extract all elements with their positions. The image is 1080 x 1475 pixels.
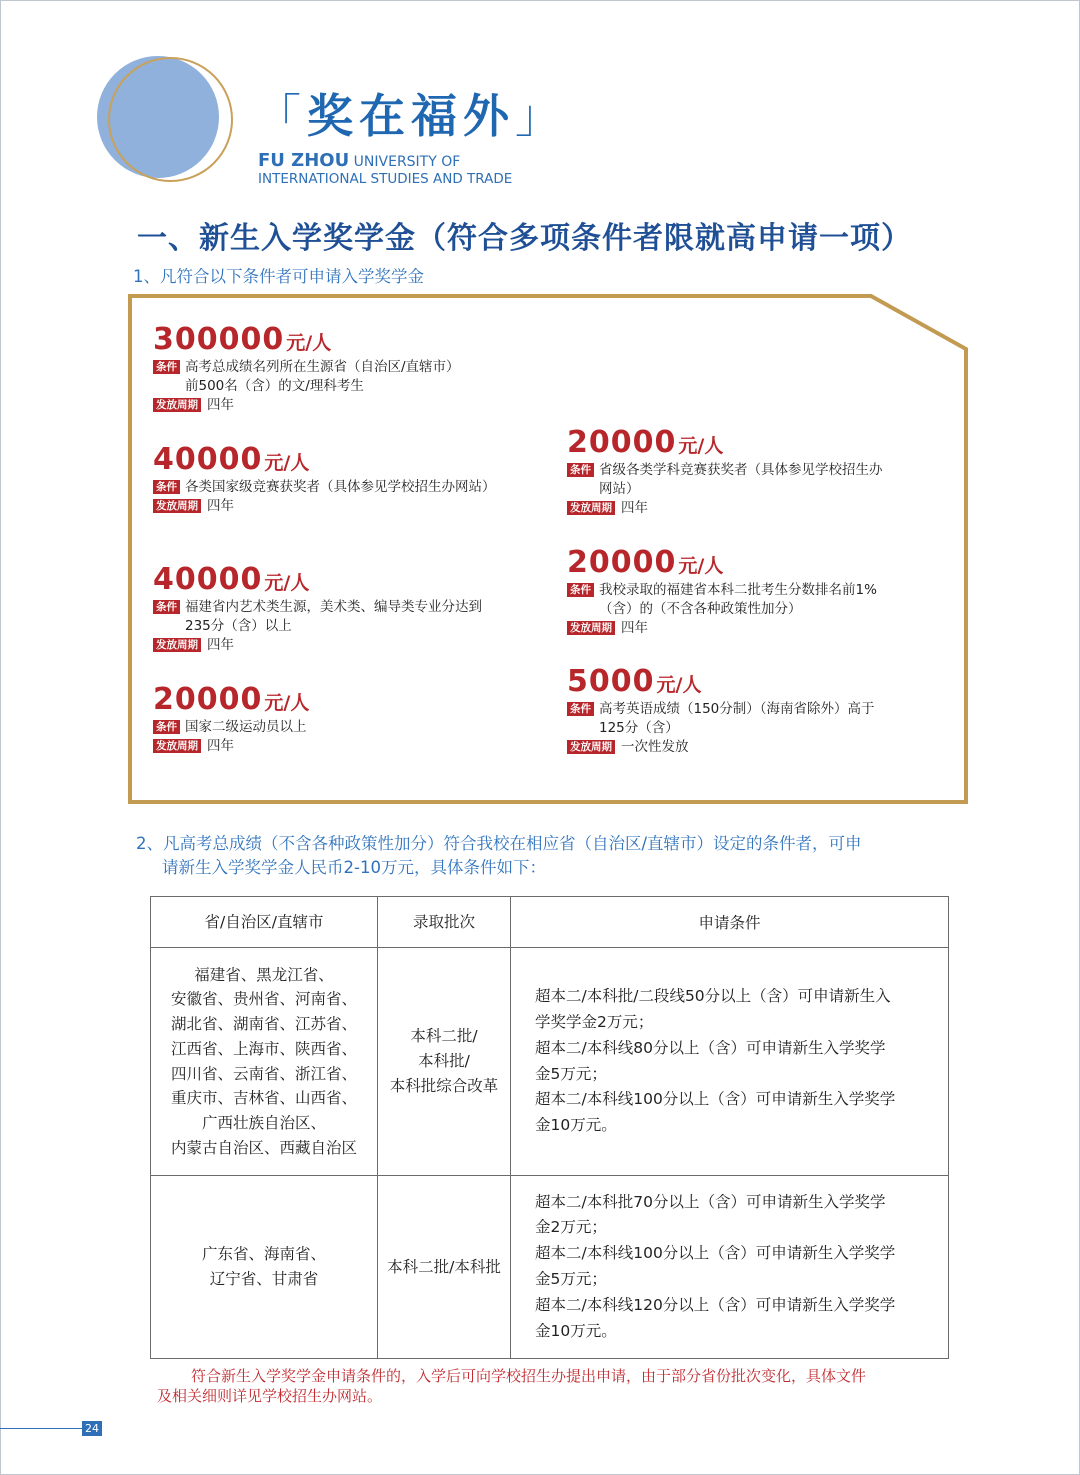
period-tag: 发放周期 bbox=[153, 499, 201, 513]
conditions-cell bbox=[511, 948, 949, 1176]
award-unit: 元/人 bbox=[264, 572, 310, 594]
footnote-line1: 符合新生入学奖学金申请条件的，入学后可向学校招生办提出申请，由于部分省份批次变化，具体文件 bbox=[191, 1367, 867, 1385]
footnote-line2: 及相关细则详见学校招生办网站。 bbox=[157, 1387, 383, 1405]
condition-line: 超本二/本科线100分以上（含）可申请新生入学奖学 bbox=[535, 1090, 896, 1109]
award-amount: 20000 bbox=[567, 545, 677, 580]
period-tag: 发放周期 bbox=[567, 621, 615, 635]
period-tag: 发放周期 bbox=[567, 501, 615, 515]
section2-text bbox=[136, 832, 966, 880]
award-amount: 5000 bbox=[567, 664, 655, 699]
province-line: 辽宁省、甘肃省 bbox=[209, 1270, 319, 1288]
section2-line1: 2、凡高考总成绩（不含各种政策性加分）符合我校在相应省（自治区/直辖市）设定的条件者，可申 bbox=[136, 834, 862, 853]
condition-tag: 条件 bbox=[153, 480, 180, 494]
condition-tag: 条件 bbox=[153, 720, 180, 734]
table-header-conditions: 申请条件 bbox=[511, 897, 949, 948]
table-header-row bbox=[151, 897, 949, 948]
award-amount: 20000 bbox=[153, 682, 263, 717]
period-tag: 发放周期 bbox=[153, 398, 201, 412]
batch-line: 本科批综合改革 bbox=[389, 1076, 499, 1095]
award-300000 bbox=[153, 324, 460, 415]
award-unit: 元/人 bbox=[678, 435, 724, 457]
award-unit: 元/人 bbox=[286, 332, 332, 354]
condition-text-cont: （含）的（不含各种政策性加分） bbox=[599, 601, 802, 617]
table-row bbox=[151, 1176, 949, 1359]
condition-text: 国家二级运动员以上 bbox=[185, 719, 307, 735]
conditions-cell bbox=[511, 1176, 949, 1359]
condition-text: 省级各类学科竞赛获奖者（具体参见学校招生办 bbox=[599, 462, 883, 478]
period-text: 四年 bbox=[207, 498, 234, 514]
condition-text: 高考总成绩名列所在生源省（自治区/直辖市） bbox=[185, 359, 460, 375]
province-line: 安徽省、贵州省、河南省、 bbox=[170, 990, 357, 1009]
province-line: 四川省、云南省、浙江省、 bbox=[170, 1064, 357, 1083]
award-amount: 40000 bbox=[153, 562, 263, 597]
province-line: 广西壮族自治区、 bbox=[201, 1113, 326, 1132]
province-line: 福建省、黑龙江省、 bbox=[194, 965, 334, 984]
table-header-batch: 录取批次 bbox=[378, 897, 511, 948]
province-line: 重庆市、吉林省、山西省、 bbox=[170, 1089, 357, 1108]
province-cell bbox=[151, 1176, 378, 1359]
award-unit: 元/人 bbox=[264, 692, 310, 714]
condition-text-cont: 235分（含）以上 bbox=[185, 618, 292, 634]
province-line: 内蒙古自治区、西藏自治区 bbox=[170, 1138, 357, 1157]
university-rest: UNIVERSITY OF bbox=[349, 154, 461, 170]
award-unit: 元/人 bbox=[264, 452, 310, 474]
university-bold: FU ZHOU bbox=[258, 150, 350, 171]
condition-text: 福建省内艺术类生源，美术类、编导类专业分达到 bbox=[185, 599, 482, 615]
period-text: 一次性发放 bbox=[621, 739, 689, 755]
period-text: 四年 bbox=[621, 620, 648, 636]
batch-line: 本科批/ bbox=[418, 1052, 470, 1071]
batch-cell bbox=[378, 1176, 511, 1359]
section1-subheading: 1、凡符合以下条件者可申请入学奖学金 bbox=[133, 267, 424, 286]
award-20000-athlete bbox=[153, 684, 309, 756]
title-left-bracket: 「 bbox=[255, 89, 307, 143]
award-amount: 20000 bbox=[567, 425, 677, 460]
table-row bbox=[151, 948, 949, 1176]
title-right-bracket: 」 bbox=[515, 89, 567, 143]
condition-text: 我校录取的福建省本科二批考生分数排名前1% bbox=[599, 582, 877, 598]
period-tag: 发放周期 bbox=[567, 740, 615, 754]
award-5000-english bbox=[567, 666, 875, 757]
period-text: 四年 bbox=[207, 397, 234, 413]
condition-text: 各类国家级竞赛获奖者（具体参见学校招生办网站） bbox=[185, 479, 496, 495]
title-text: 奖在福外 bbox=[307, 89, 515, 143]
condition-line: 超本二/本科线80分以上（含）可申请新生入学奖学 bbox=[535, 1038, 886, 1057]
footnote bbox=[157, 1366, 957, 1406]
condition-line: 金10万元。 bbox=[535, 1116, 617, 1135]
section2-line2: 请新生入学奖学金人民币2-10万元，具体条件如下： bbox=[162, 858, 546, 877]
condition-line: 金5万元； bbox=[535, 1270, 607, 1288]
logo-title bbox=[255, 88, 567, 144]
award-20000-top1pct bbox=[567, 547, 877, 638]
condition-line: 学奖学金2万元； bbox=[535, 1012, 654, 1031]
batch-cell bbox=[378, 948, 511, 1176]
logo-ring bbox=[108, 57, 233, 182]
condition-text-cont: 网站） bbox=[599, 481, 640, 497]
batch-line: 本科二批/ bbox=[410, 1027, 478, 1046]
condition-line: 金2万元； bbox=[535, 1218, 607, 1237]
section1-heading: 一、新生入学奖学金（符合多项条件者限就高申请一项） bbox=[137, 221, 912, 256]
award-40000-art bbox=[153, 564, 482, 655]
period-text: 四年 bbox=[207, 637, 234, 653]
condition-tag: 条件 bbox=[567, 702, 594, 716]
batch-line: 本科二批/本科批 bbox=[387, 1257, 501, 1276]
university-name-line1 bbox=[258, 150, 460, 171]
period-text: 四年 bbox=[207, 738, 234, 754]
condition-text-cont: 前500名（含）的文/理科考生 bbox=[185, 378, 364, 394]
award-amount: 40000 bbox=[153, 442, 263, 477]
period-tag: 发放周期 bbox=[153, 638, 201, 652]
condition-line: 金5万元； bbox=[535, 1064, 607, 1083]
condition-tag: 条件 bbox=[567, 463, 594, 477]
province-line: 江西省、上海市、陕西省、 bbox=[170, 1039, 357, 1058]
condition-line: 超本二/本科线120分以上（含）可申请新生入学奖学 bbox=[535, 1295, 896, 1314]
condition-line: 超本二/本科线100分以上（含）可申请新生入学奖学 bbox=[535, 1244, 896, 1263]
period-tag: 发放周期 bbox=[153, 739, 201, 753]
award-unit: 元/人 bbox=[656, 674, 702, 696]
award-amount: 300000 bbox=[153, 322, 285, 357]
university-name-line2: INTERNATIONAL STUDIES AND TRADE bbox=[258, 171, 513, 187]
condition-line: 金10万元。 bbox=[535, 1321, 617, 1340]
condition-tag: 条件 bbox=[153, 360, 180, 374]
condition-text-cont: 125分（含） bbox=[599, 720, 679, 736]
table-header-province: 省/自治区/直辖市 bbox=[151, 897, 378, 948]
period-text: 四年 bbox=[621, 500, 648, 516]
condition-line: 超本二/本科批/二段线50分以上（含）可申请新生入 bbox=[535, 987, 891, 1006]
province-line: 广东省、海南省、 bbox=[201, 1245, 326, 1264]
page-number: 24 bbox=[82, 1421, 102, 1436]
condition-line: 超本二/本科批70分以上（含）可申请新生入学奖学 bbox=[535, 1192, 886, 1211]
province-cell bbox=[151, 948, 378, 1176]
condition-tag: 条件 bbox=[153, 600, 180, 614]
province-line: 湖北省、湖南省、江苏省、 bbox=[170, 1015, 357, 1034]
award-20000-provincial bbox=[567, 427, 883, 518]
conditions-table bbox=[150, 896, 949, 1359]
condition-tag: 条件 bbox=[567, 583, 594, 597]
award-unit: 元/人 bbox=[678, 555, 724, 577]
condition-text: 高考英语成绩（150分制）（海南省除外）高于 bbox=[599, 701, 875, 717]
page-rule bbox=[0, 1428, 82, 1429]
award-40000-national bbox=[153, 444, 496, 516]
